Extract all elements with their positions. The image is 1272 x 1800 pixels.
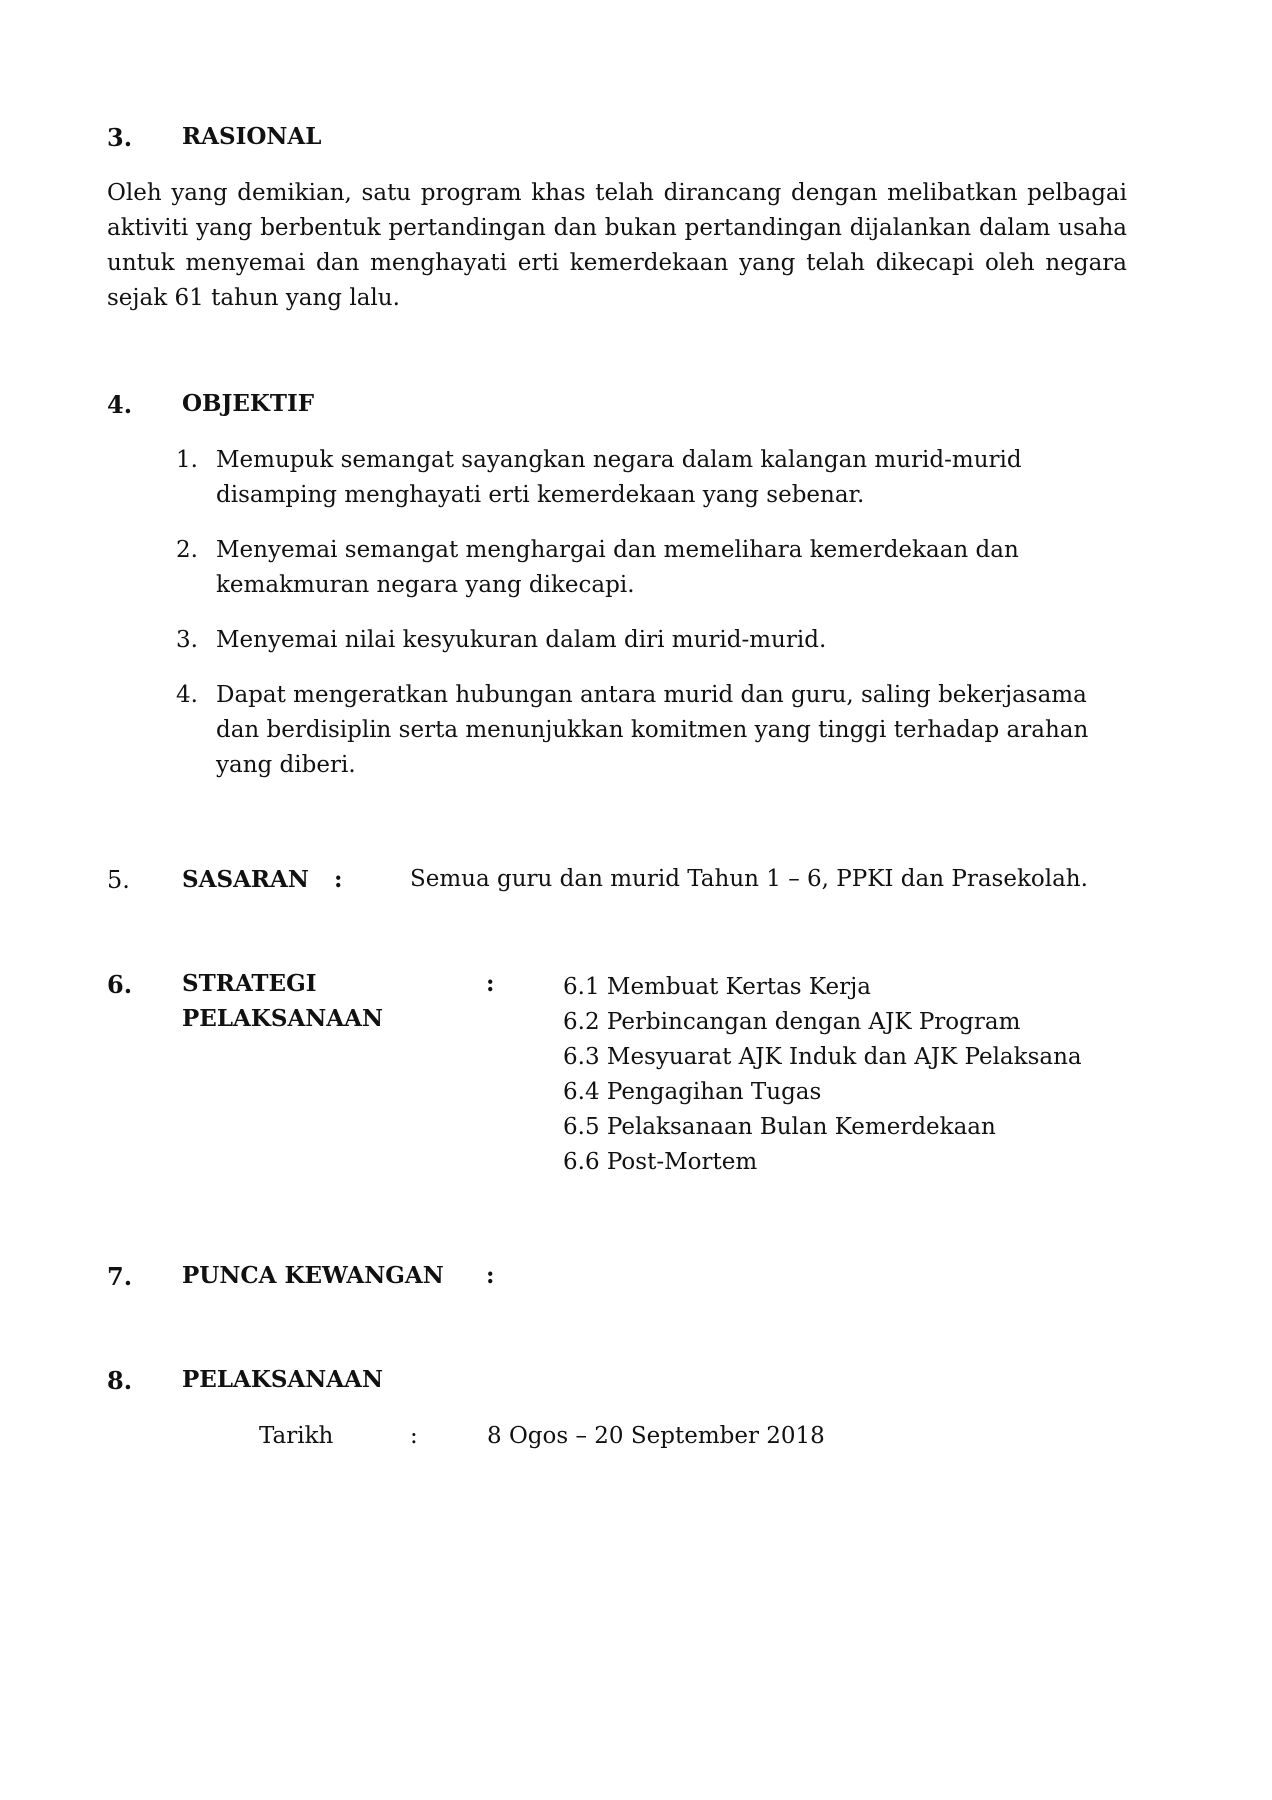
section-8-heading: PELAKSANAAN — [182, 1366, 384, 1393]
objective-text: Dapat mengeratkan hubungan antara murid dan guru, saling bekerjasama dan berdisiplin serta menunjukkan komitmen yang tinggi terhadap arahan yang diberi. — [216, 682, 1089, 778]
objective-item — [172, 533, 1132, 603]
section-6-colon: : — [486, 970, 495, 997]
section-5-number: 5. — [107, 866, 130, 894]
section-8-number: 8. — [107, 1366, 133, 1395]
section-3-number: 3. — [107, 123, 133, 152]
strategy-item: 6.6 Post-Mortem — [563, 1149, 758, 1175]
section-4-heading: OBJEKTIF — [182, 390, 315, 417]
objective-text: Menyemai nilai kesyukuran dalam diri murid-murid. — [216, 627, 827, 653]
section-7-number: 7. — [107, 1262, 133, 1291]
strategy-item: 6.5 Pelaksanaan Bulan Kemerdekaan — [563, 1114, 996, 1140]
objective-item — [172, 623, 1132, 658]
section-7-heading: PUNCA KEWANGAN — [182, 1262, 444, 1289]
section-6-number: 6. — [107, 970, 133, 999]
objective-item — [172, 678, 1132, 783]
section-5-heading: SASARAN — [182, 866, 309, 893]
section-4-number: 4. — [107, 390, 133, 419]
objective-text: Menyemai semangat menghargai dan memelihara kemerdekaan dan kemakmuran negara yang dikecapi. — [216, 537, 1019, 598]
strategy-item: 6.2 Perbincangan dengan AJK Program — [563, 1009, 1021, 1035]
objective-number: 1. — [176, 447, 198, 473]
strategy-item: 6.4 Pengagihan Tugas — [563, 1079, 822, 1105]
section-3-paragraph: Oleh yang demikian, satu program khas telah dirancang dengan melibatkan pelbagai aktiviti yang berbentuk pertandingan dan bukan pertandingan dijalankan dalam usaha untuk menyemai dan menghayati erti kemerdekaan yang telah dikecapi oleh negara sejak 61 tahun yang lalu. — [107, 180, 1127, 311]
date-label: Tarikh — [259, 1423, 334, 1449]
strategy-item: 6.1 Membuat Kertas Kerja — [563, 974, 871, 1000]
section-6-heading-line2: PELAKSANAAN — [182, 1005, 384, 1032]
section-3-heading: RASIONAL — [182, 123, 322, 150]
objective-list — [172, 443, 1132, 803]
section-5-colon: : — [334, 866, 343, 893]
section-5-value: Semua guru dan murid Tahun 1 – 6, PPKI dan Prasekolah. — [410, 866, 1088, 892]
section-7-colon: : — [486, 1262, 495, 1289]
section-6-heading-line1: STRATEGI — [182, 970, 317, 997]
objective-number: 2. — [176, 537, 198, 563]
strategy-item: 6.3 Mesyuarat AJK Induk dan AJK Pelaksana — [563, 1044, 1082, 1070]
strategy-list — [563, 970, 1082, 1180]
objective-number: 4. — [176, 682, 198, 708]
date-colon: : — [410, 1423, 418, 1449]
objective-item — [172, 443, 1132, 513]
objective-text: Memupuk semangat sayangkan negara dalam kalangan murid-murid disamping menghayati erti kemerdekaan yang sebenar. — [216, 447, 1022, 508]
date-value: 8 Ogos – 20 September 2018 — [487, 1423, 825, 1449]
objective-number: 3. — [176, 627, 198, 653]
